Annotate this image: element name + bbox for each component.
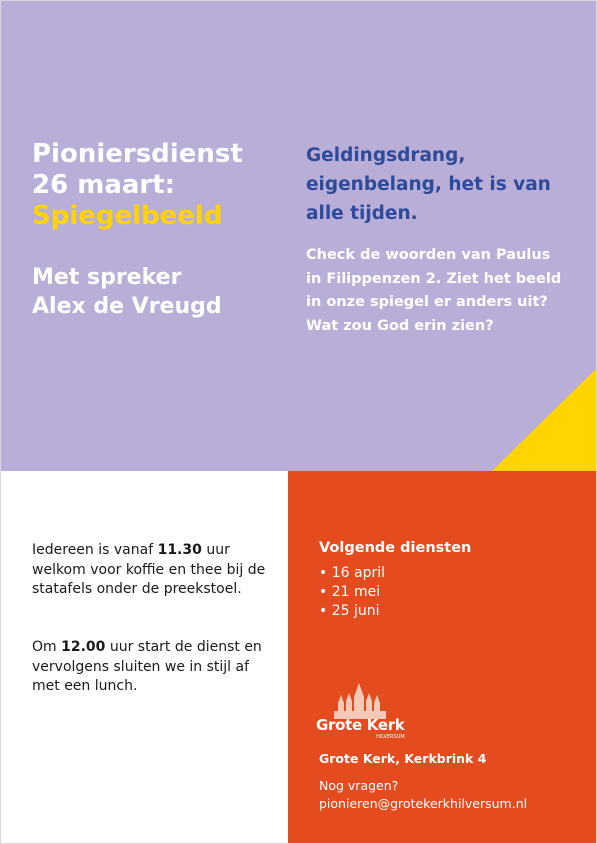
welcome-text-a: Iedereen is vanaf <box>32 542 158 558</box>
service-date: • 16 april <box>319 564 385 583</box>
logo-subtitle: HILVERSUM <box>376 734 405 740</box>
service-date: • 21 mei <box>319 583 385 602</box>
church-address: Grote Kerk, Kerkbrink 4 <box>319 751 487 766</box>
welcome-paragraph <box>32 541 272 600</box>
contact-email-link[interactable]: pionieren@grotekerkhilversum.nl <box>319 795 528 811</box>
header-panel <box>1 1 596 471</box>
church-icon <box>330 683 390 719</box>
info-panel <box>1 471 288 843</box>
contact-panel <box>288 471 596 843</box>
welcome-time: 11.30 <box>157 542 202 558</box>
speaker <box>32 263 282 321</box>
speaker-line-2: Alex de Vreugd <box>32 294 222 319</box>
title-line-2: 26 maart: <box>32 170 176 200</box>
yellow-triangle-decoration <box>492 369 596 471</box>
service-text-a: Om <box>32 639 62 655</box>
title-highlight: Spiegelbeeld <box>32 201 223 231</box>
contact-question: Nog vragen? <box>319 778 399 793</box>
grote-kerk-logo <box>316 683 426 743</box>
intro-headline: Geldingsdrang, eigenbelang, het is van alle tijden. <box>306 145 551 224</box>
contact-info <box>319 777 527 812</box>
service-time: 12.00 <box>61 639 106 655</box>
speaker-line-1: Met spreker <box>32 265 182 290</box>
next-services-list <box>319 564 385 621</box>
service-date: • 25 juni <box>319 602 385 621</box>
service-text-b: uur start de dienst en vervolgens sluiten we in stijl af met een lunch. <box>32 639 262 694</box>
next-services-title: Volgende diensten <box>319 540 472 556</box>
logo-name: Grote Kerk <box>316 716 405 734</box>
title-line-1: Pioniersdienst <box>32 139 243 169</box>
welcome-text-b: uur welkom voor koffie en thee bij de statafels onder de preekstoel. <box>32 542 266 597</box>
service-paragraph <box>32 638 272 697</box>
intro-body: Check de woorden van Paulus in Filippenzen 2. Ziet het beeld in onze spiegel er anders uit? Wat zou God erin zien? <box>306 247 562 334</box>
event-title <box>32 139 282 232</box>
